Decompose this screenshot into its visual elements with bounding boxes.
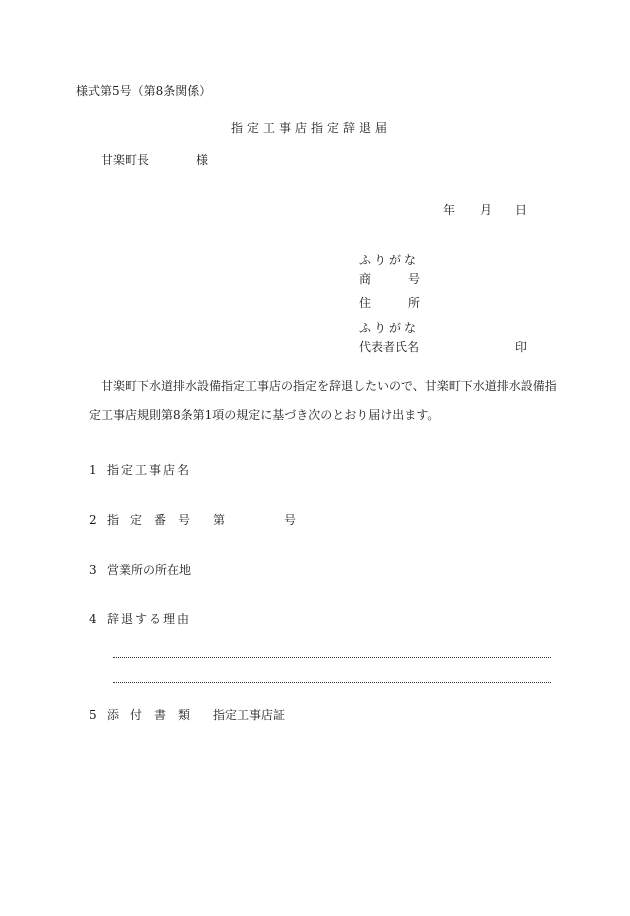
item4-label: 辞退する理由 [107,612,192,626]
furigana-label-2: ふりがな [359,321,420,335]
seal-mark: 印 [515,340,528,354]
item5-label-c: 書 [154,708,167,722]
body-line-1: 甘楽町下水道排水設備指定工事店の指定を辞退したいので、甘楽町下水道排水設備指 [101,379,557,393]
date-day: 日 [515,203,528,217]
trade-name-label-b: 号 [408,272,421,286]
document-title: 指定工事店指定辞退届 [231,121,392,135]
date-year: 年 [443,203,456,217]
item2-number: 2 [89,513,97,527]
item2-suffix: 号 [284,513,297,527]
item2-prefix: 第 [213,513,226,527]
reason-dotted-line-1 [113,657,551,658]
item2-label-c: 番 [154,513,167,527]
trade-name-label-a: 商 [359,272,372,286]
item5-value: 指定工事店証 [213,708,286,722]
item3-number: 3 [89,563,97,577]
item5-label-d: 類 [178,708,191,722]
item2-label-b: 定 [130,513,143,527]
item5-number: 5 [89,708,97,722]
furigana-label-1: ふりがな [359,253,420,267]
representative-label: 代表者氏名 [359,340,420,354]
item3-label: 営業所の所在地 [107,563,192,577]
addressee-honorific: 様 [196,153,209,167]
item5-label-a: 添 [107,708,120,722]
address-label-b: 所 [408,296,421,310]
item1-number: 1 [89,463,97,477]
item5-label-b: 付 [130,708,143,722]
form-number: 様式第5号（第8条関係） [76,84,212,98]
addressee-name: 甘楽町長 [101,153,150,167]
reason-dotted-line-2 [113,682,551,683]
item1-label: 指定工事店名 [107,463,192,477]
body-line-2: 定工事店規則第8条第1項の規定に基づき次のとおり届け出ます。 [89,408,440,422]
item2-label-a: 指 [107,513,120,527]
item4-number: 4 [89,612,97,626]
date-month: 月 [480,203,493,217]
item2-label-d: 号 [178,513,191,527]
address-label-a: 住 [359,296,372,310]
